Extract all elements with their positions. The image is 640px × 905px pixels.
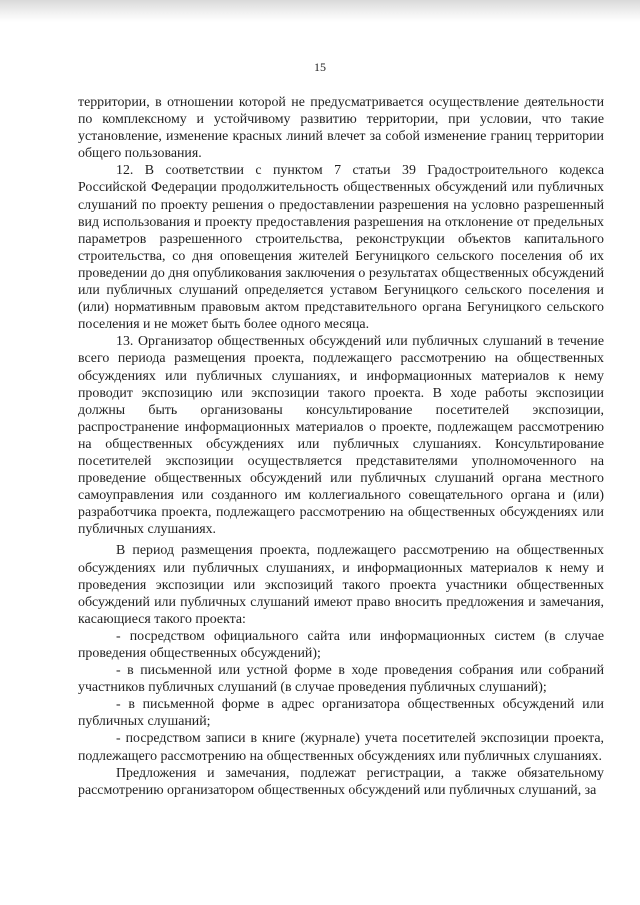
page-number: 15 [314, 60, 326, 74]
paragraph-continuation: территории, в отношении которой не предусматривается осуществление деятельности по комплексному и устойчивому развитию территории, при условии, что такие установление, изменение красных линий влечет за собой изменение границ территории общего пользования. [78, 95, 604, 162]
paragraph-item-12: 12. В соответствии с пунктом 7 статьи 39 Градостроительного кодекса Российской Федерации продолжительность общественных обсуждений или публичных слушаний по проекту решения о предоставлении разрешения на условно разрешенный вид использования и проекту предоставления разрешения на отклонение от предельных параметров разрешенного строительства, реконструкции объектов капитального строительства, со дня оповещения жителей Бегуницкого сельского поселения об их проведении до дня опубликования заключения о результатах общественных обсуждений или публичных слушаний определяется уставом Бегуницкого сельского поселения и (или) нормативным правовым актом представительного органа Бегуницкого сельского поселения и не может быть более одного месяца. [78, 163, 604, 333]
list-item-visitor-log: - посредством записи в книге (журнале) учета посетителей экспозиции проекта, подлежащего рассмотрению на общественных обсуждениях или публичных слушаниях. [78, 731, 604, 764]
list-item-written-oral: - в письменной или устной форме в ходе проведения собрания или собраний участников публичных слушаний (в случае проведения публичных слушаний); [78, 663, 604, 696]
paragraph-registration: Предложения и замечания, подлежат регистрации, а также обязательному рассмотрению организатором общественных обсуждений или публичных слушаний, за [78, 765, 604, 798]
list-item-written-organizer: - в письменной форме в адрес организатора общественных обсуждений или публичных слушаний; [78, 697, 604, 730]
list-item-official-site: - посредством официального сайта или информационных систем (в случае проведения общественных обсуждений); [78, 628, 604, 661]
paragraph-proposals-period: В период размещения проекта, подлежащего рассмотрению на общественных обсуждениях или публичных слушаниях, и информационных материалов к нему и проведения экспозиции или экспозиций такого проекта участники общественных обсуждений или публичных слушаний имеют право вносить предложения и замечания, касающиеся такого проекта: [78, 543, 604, 627]
paragraph-item-13: 13. Организатор общественных обсуждений или публичных слушаний в течение всего периода размещения проекта, подлежащего рассмотрению на общественных обсуждениях или публичных слушаниях, и информационных материалов к нему проводит экспозицию или экспозиции такого проекта. В ходе работы экспозиции должны быть организованы консультирование посетителей экспозиции, распространение информационных материалов о проекте, подлежащем рассмотрению на общественных обсуждениях или публичных слушаниях. Консультирование посетителей экспозиции осуществляется представителями уполномоченного на проведение общественных обсуждений или публичных слушаний органа местного самоуправления или созданного им коллегиального совещательного органа и (или) разработчика проекта, подлежащего рассмотрению на общественных обсуждениях или публичных слушаниях. [78, 334, 604, 538]
document-body [78, 94, 604, 799]
